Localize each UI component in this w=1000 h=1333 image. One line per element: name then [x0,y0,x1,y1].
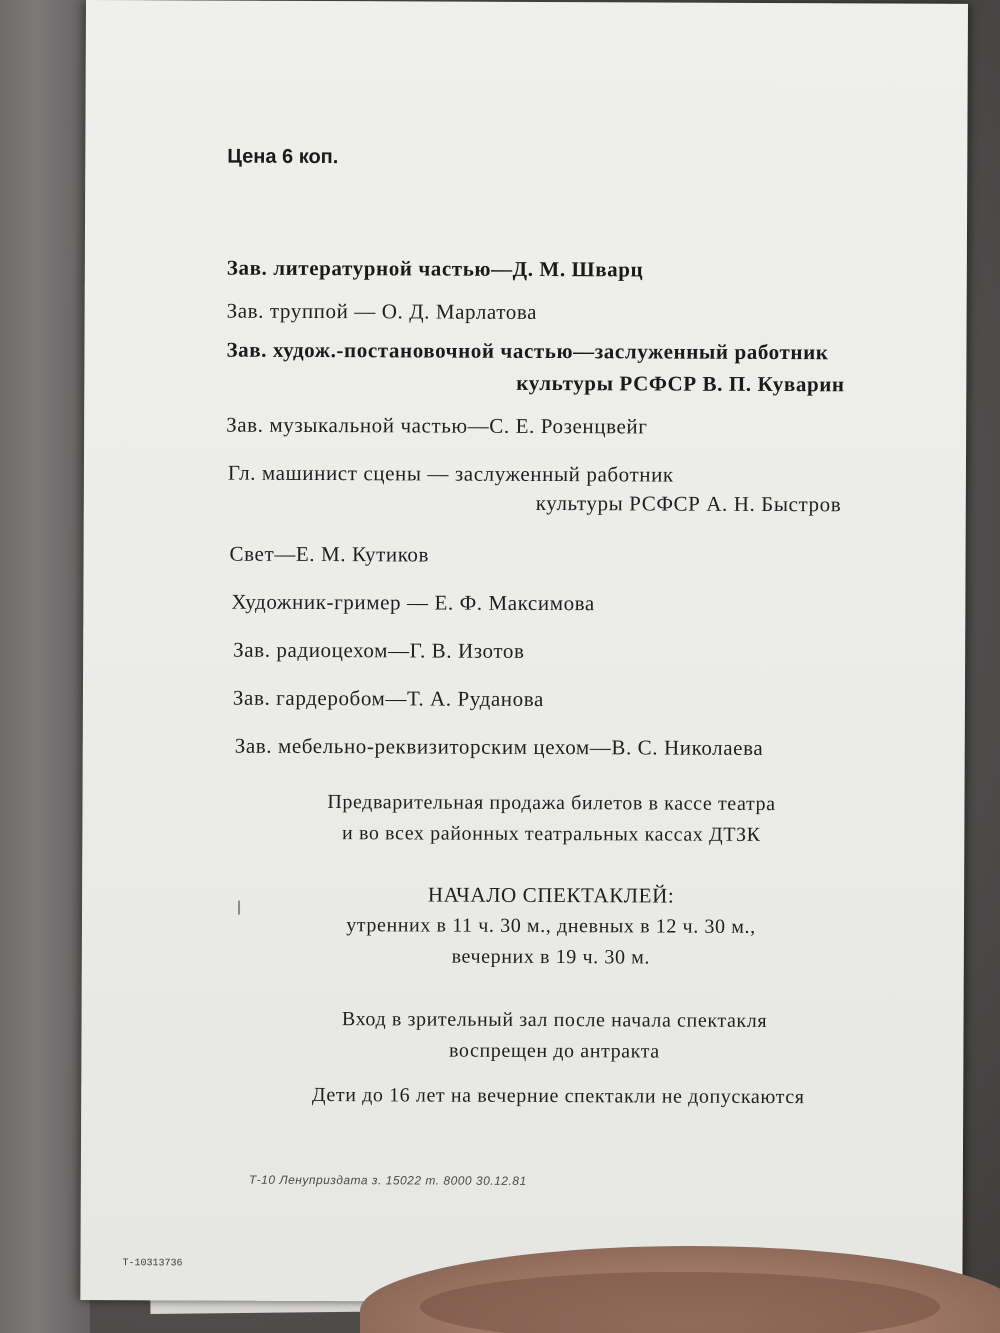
staff-makeup: Художник-гример — Е. Ф. Максимова [231,589,595,616]
staff-wardrobe: Зав. гардеробом—Т. А. Руданова [232,685,544,712]
staff-production-cont: культуры РСФСР В. П. Куварин [516,370,845,397]
catalog-stamp: Т-10313736 [122,1258,183,1270]
printer-imprint: Т-10 Ленуприздата з. 15022 т. 8000 30.12.81 [248,1172,527,1188]
price-label: Цена 6 коп. [227,145,339,169]
entry-line-1: Вход в зрительный зал после начала спектакля [341,1008,768,1032]
schedule-heading: НАЧАЛО СПЕКТАКЛЕЙ: [427,882,675,908]
staff-light: Свет—Е. М. Кутиков [229,541,430,567]
entry-line-2: воспрещен до антракта [448,1039,660,1063]
entry-info [113,1003,995,1069]
schedule-line-2: вечерних в 19 ч. 30 м. [451,945,651,969]
children-notice: Дети до 16 лет на вечерние спектакли не допускаются [311,1083,805,1109]
ticket-info [110,786,992,852]
staff-machinist-cont: культуры РСФСР А. Н. Быстров [535,490,842,517]
staff-music: Зав. музыкальной частью—С. Е. Розенцвейг [226,412,648,439]
staff-machinist: Гл. машинист сцены — заслуженный работник [227,460,674,487]
background-cloth [0,0,90,1333]
schedule-info [110,878,992,975]
staff-radio: Зав. радиоцехом—Г. В. Изотов [233,637,525,663]
schedule-line-1: утренних в 11 ч. 30 м., дневных в 12 ч. 30 м., [346,914,756,938]
staff-literary: Зав. литературной частью—Д. М. Шварц [226,255,644,282]
staff-troupe: Зав. труппой — О. Д. Марлатова [226,298,538,324]
staff-production: Зав. худож.-постановочной частью—заслуженный работник [226,337,829,365]
theatre-program-page [80,0,968,1304]
ticket-line-2: и во всех районных театральных кассах ДТЗК [342,822,761,846]
staff-props: Зав. мебельно-реквизиторским цехом—В. С. Николаева [234,733,764,760]
pencil-mark [238,901,240,915]
hand-fold-shadow [420,1272,940,1333]
ticket-line-1: Предварительная продажа билетов в кассе театра [327,791,776,816]
